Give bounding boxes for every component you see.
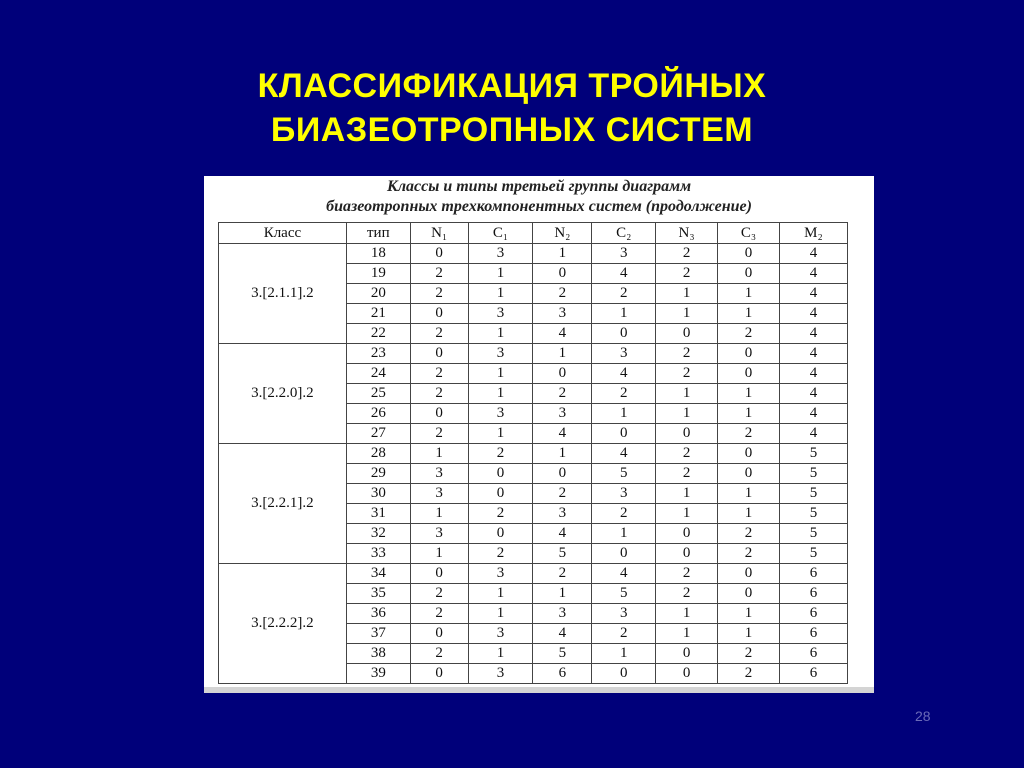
value-cell: 2	[718, 524, 780, 544]
value-cell: 2	[468, 504, 533, 524]
value-cell: 2	[592, 384, 656, 404]
value-cell: 5	[779, 444, 847, 464]
value-cell: 4	[779, 244, 847, 264]
type-cell: 34	[346, 564, 410, 584]
value-cell: 2	[656, 584, 718, 604]
value-cell: 1	[533, 344, 592, 364]
value-cell: 1	[718, 484, 780, 504]
slide-title	[112, 64, 912, 152]
value-cell: 4	[779, 284, 847, 304]
value-cell: 1	[718, 284, 780, 304]
value-cell: 0	[718, 564, 780, 584]
value-cell: 0	[656, 544, 718, 564]
value-cell: 4	[533, 624, 592, 644]
value-cell: 0	[410, 664, 468, 684]
value-cell: 3	[468, 664, 533, 684]
value-cell: 6	[779, 564, 847, 584]
type-cell: 33	[346, 544, 410, 564]
value-cell: 1	[656, 404, 718, 424]
slide-title-line-1: КЛАССИФИКАЦИЯ ТРОЙНЫХ	[257, 67, 767, 105]
value-cell: 2	[533, 284, 592, 304]
value-cell: 5	[533, 544, 592, 564]
value-cell: 3	[410, 484, 468, 504]
value-cell: 1	[718, 304, 780, 324]
value-cell: 2	[592, 504, 656, 524]
value-cell: 0	[592, 664, 656, 684]
value-cell: 0	[592, 324, 656, 344]
value-cell: 2	[718, 664, 780, 684]
value-cell: 6	[533, 664, 592, 684]
value-cell: 4	[779, 264, 847, 284]
value-cell: 0	[718, 464, 780, 484]
value-cell: 2	[656, 264, 718, 284]
value-cell: 0	[533, 464, 592, 484]
value-cell: 2	[468, 544, 533, 564]
column-header: N₃	[656, 223, 718, 244]
value-cell: 1	[592, 644, 656, 664]
column-header: C₃	[718, 223, 780, 244]
type-cell: 18	[346, 244, 410, 264]
page-number: 28	[915, 708, 931, 724]
value-cell: 1	[592, 404, 656, 424]
value-cell: 0	[410, 244, 468, 264]
column-header: N₂	[533, 223, 592, 244]
value-cell: 0	[533, 264, 592, 284]
type-cell: 24	[346, 364, 410, 384]
value-cell: 2	[410, 284, 468, 304]
column-header: тип	[346, 223, 410, 244]
value-cell: 0	[656, 644, 718, 664]
slide-title-line-2: БИАЗЕОТРОПНЫХ СИСТЕМ	[270, 111, 754, 149]
value-cell: 1	[656, 284, 718, 304]
value-cell: 5	[533, 644, 592, 664]
value-cell: 1	[656, 504, 718, 524]
table-row	[219, 564, 848, 584]
value-cell: 4	[592, 364, 656, 384]
value-cell: 6	[779, 664, 847, 684]
value-cell: 2	[656, 244, 718, 264]
column-header: N₁	[410, 223, 468, 244]
value-cell: 0	[533, 364, 592, 384]
value-cell: 0	[410, 344, 468, 364]
value-cell: 1	[718, 624, 780, 644]
type-cell: 37	[346, 624, 410, 644]
value-cell: 6	[779, 644, 847, 664]
value-cell: 3	[592, 344, 656, 364]
table-caption-line-1: Классы и типы третьей группы диаграмм	[386, 178, 692, 195]
value-cell: 2	[656, 564, 718, 584]
value-cell: 0	[656, 524, 718, 544]
value-cell: 5	[779, 544, 847, 564]
value-cell: 5	[779, 524, 847, 544]
type-cell: 39	[346, 664, 410, 684]
value-cell: 4	[779, 424, 847, 444]
value-cell: 2	[718, 644, 780, 664]
value-cell: 4	[779, 344, 847, 364]
value-cell: 0	[592, 544, 656, 564]
value-cell: 1	[468, 324, 533, 344]
value-cell: 1	[656, 624, 718, 644]
type-cell: 35	[346, 584, 410, 604]
value-cell: 0	[468, 524, 533, 544]
value-cell: 5	[592, 464, 656, 484]
class-cell: 3.[2.2.1].2	[219, 444, 347, 564]
value-cell: 1	[468, 384, 533, 404]
value-cell: 0	[656, 424, 718, 444]
value-cell: 1	[468, 424, 533, 444]
table-caption	[204, 176, 874, 217]
value-cell: 2	[410, 424, 468, 444]
value-cell: 5	[779, 504, 847, 524]
value-cell: 3	[533, 404, 592, 424]
value-cell: 3	[592, 484, 656, 504]
type-cell: 36	[346, 604, 410, 624]
value-cell: 0	[410, 304, 468, 324]
value-cell: 2	[410, 364, 468, 384]
value-cell: 4	[533, 424, 592, 444]
type-cell: 31	[346, 504, 410, 524]
value-cell: 2	[410, 584, 468, 604]
value-cell: 1	[468, 264, 533, 284]
value-cell: 0	[410, 404, 468, 424]
column-header: C₁	[468, 223, 533, 244]
value-cell: 3	[468, 304, 533, 324]
value-cell: 1	[468, 584, 533, 604]
value-cell: 1	[718, 504, 780, 524]
value-cell: 2	[656, 444, 718, 464]
type-cell: 30	[346, 484, 410, 504]
value-cell: 2	[656, 364, 718, 384]
value-cell: 4	[533, 324, 592, 344]
type-cell: 22	[346, 324, 410, 344]
value-cell: 1	[718, 384, 780, 404]
value-cell: 0	[410, 624, 468, 644]
value-cell: 1	[410, 504, 468, 524]
value-cell: 6	[779, 584, 847, 604]
table-row	[219, 244, 848, 264]
value-cell: 4	[592, 264, 656, 284]
value-cell: 1	[592, 304, 656, 324]
value-cell: 3	[592, 244, 656, 264]
value-cell: 1	[468, 364, 533, 384]
value-cell: 1	[468, 644, 533, 664]
type-cell: 19	[346, 264, 410, 284]
type-cell: 29	[346, 464, 410, 484]
value-cell: 2	[410, 604, 468, 624]
type-cell: 21	[346, 304, 410, 324]
value-cell: 3	[410, 524, 468, 544]
value-cell: 0	[718, 264, 780, 284]
value-cell: 5	[779, 464, 847, 484]
value-cell: 2	[410, 384, 468, 404]
value-cell: 2	[592, 624, 656, 644]
value-cell: 2	[533, 564, 592, 584]
value-cell: 4	[779, 304, 847, 324]
value-cell: 0	[656, 664, 718, 684]
value-cell: 0	[410, 564, 468, 584]
value-cell: 0	[592, 424, 656, 444]
table-row	[219, 344, 848, 364]
value-cell: 2	[656, 464, 718, 484]
value-cell: 1	[533, 584, 592, 604]
value-cell: 3	[533, 304, 592, 324]
value-cell: 6	[779, 624, 847, 644]
value-cell: 4	[779, 384, 847, 404]
table-caption-line-2: биазеотропных трехкомпонентных систем (продолжение)	[326, 198, 752, 215]
value-cell: 0	[718, 444, 780, 464]
column-header: M₂	[779, 223, 847, 244]
value-cell: 3	[468, 624, 533, 644]
value-cell: 2	[410, 324, 468, 344]
value-cell: 4	[592, 564, 656, 584]
table-row	[219, 444, 848, 464]
value-cell: 2	[533, 484, 592, 504]
value-cell: 0	[656, 324, 718, 344]
type-cell: 38	[346, 644, 410, 664]
value-cell: 3	[468, 244, 533, 264]
value-cell: 1	[718, 404, 780, 424]
value-cell: 0	[468, 484, 533, 504]
column-header: Класс	[219, 223, 347, 244]
class-cell: 3.[2.2.0].2	[219, 344, 347, 444]
table-header-row	[219, 223, 848, 244]
value-cell: 4	[779, 324, 847, 344]
value-cell: 4	[533, 524, 592, 544]
value-cell: 5	[592, 584, 656, 604]
value-cell: 2	[410, 264, 468, 284]
value-cell: 1	[592, 524, 656, 544]
classification-table	[218, 222, 848, 684]
value-cell: 4	[592, 444, 656, 464]
class-cell: 3.[2.1.1].2	[219, 244, 347, 344]
value-cell: 2	[718, 324, 780, 344]
value-cell: 3	[468, 404, 533, 424]
value-cell: 1	[656, 604, 718, 624]
type-cell: 20	[346, 284, 410, 304]
column-header: C₂	[592, 223, 656, 244]
value-cell: 0	[468, 464, 533, 484]
value-cell: 1	[533, 444, 592, 464]
type-cell: 32	[346, 524, 410, 544]
value-cell: 3	[533, 604, 592, 624]
type-cell: 23	[346, 344, 410, 364]
value-cell: 4	[779, 404, 847, 424]
value-cell: 3	[410, 464, 468, 484]
value-cell: 3	[468, 564, 533, 584]
type-cell: 25	[346, 384, 410, 404]
value-cell: 1	[468, 604, 533, 624]
value-cell: 2	[592, 284, 656, 304]
value-cell: 2	[718, 424, 780, 444]
value-cell: 2	[718, 544, 780, 564]
value-cell: 2	[410, 644, 468, 664]
value-cell: 2	[533, 384, 592, 404]
value-cell: 2	[656, 344, 718, 364]
value-cell: 1	[410, 444, 468, 464]
value-cell: 1	[656, 384, 718, 404]
value-cell: 1	[656, 484, 718, 504]
value-cell: 1	[718, 604, 780, 624]
table-image-panel	[204, 176, 874, 693]
value-cell: 3	[468, 344, 533, 364]
class-cell: 3.[2.2.2].2	[219, 564, 347, 684]
value-cell: 1	[533, 244, 592, 264]
value-cell: 4	[779, 364, 847, 384]
value-cell: 6	[779, 604, 847, 624]
value-cell: 3	[592, 604, 656, 624]
value-cell: 1	[410, 544, 468, 564]
type-cell: 28	[346, 444, 410, 464]
value-cell: 0	[718, 584, 780, 604]
value-cell: 2	[468, 444, 533, 464]
value-cell: 1	[468, 284, 533, 304]
value-cell: 1	[656, 304, 718, 324]
value-cell: 0	[718, 244, 780, 264]
value-cell: 3	[533, 504, 592, 524]
value-cell: 5	[779, 484, 847, 504]
value-cell: 0	[718, 344, 780, 364]
value-cell: 0	[718, 364, 780, 384]
type-cell: 27	[346, 424, 410, 444]
type-cell: 26	[346, 404, 410, 424]
